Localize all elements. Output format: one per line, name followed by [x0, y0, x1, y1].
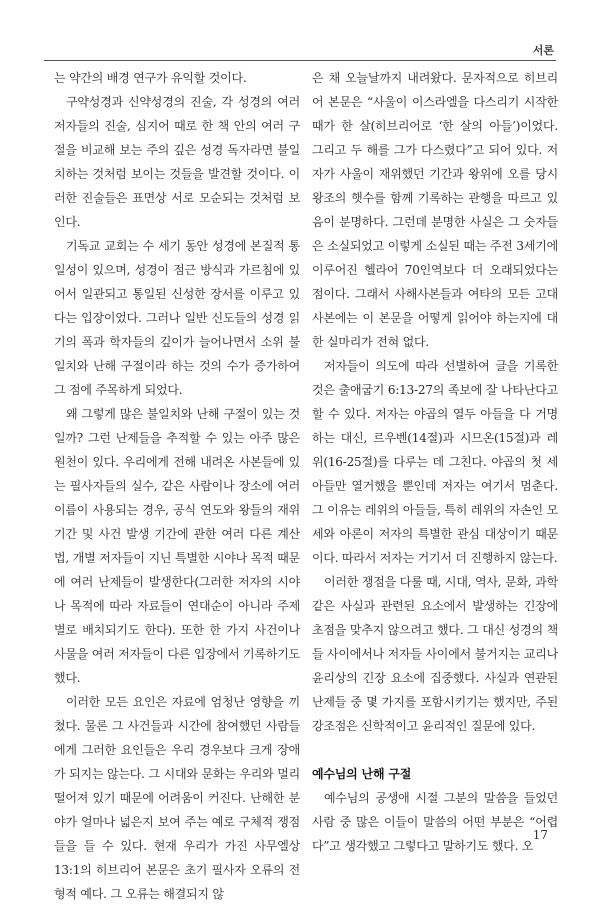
right-column — [312, 66, 558, 858]
paragraph: 구약성경과 신약성경의 진술, 각 성경의 여러 저자들의 진술, 심지어 때로 한 책 안의 여러 구절을 비교해 보는 주의 깊은 성경 독자라면 불일치하는 것처럼 보이는 것들을 발견할 것이다. 이러한 진술들은 표면상 서로 모순되는 것처럼 보인다. — [54, 95, 300, 229]
paragraph: 이러한 모든 요인은 자료에 엄청난 영향을 끼쳤다. 물론 그 사건들과 시간에 참여했던 사람들에게 그러한 요인들은 우리 경우보다 크게 장애가 되지는 않는다. 그 시대와 문화는 우리와 멀리 떨어져 있기 때문에 어려움이 커진다. 난해한 분야가 얼마나 넓은지 보여 주는 예로 구체적 쟁점들을 들 수 있다. 현재 우리가 가진 사무엘상 13:1의 히브리어 본문은 초기 필사자 오류의 전형적 예다. 그 오류는 해결되지 않 — [54, 695, 300, 901]
page-number: 17 — [532, 828, 548, 842]
paragraph: 는 약간의 배경 연구가 유익할 것이다. — [54, 71, 247, 85]
paragraph: 기독교 교회는 수 세기 동안 성경에 본질적 통일성이 있으며, 성경이 점근 방식과 가르침에 있어서 일관되고 통일된 신성한 장서를 이루고 있다는 입장이었다. 그러나 일반 신도들의 성경 읽기의 폭과 학자들의 깊이가 늘어나면서 소위 불일치와 난해 구절이라 하는 것의 수가 증가하여 그 점에 주목하게 되었다. — [54, 239, 300, 397]
paragraph: 왜 그렇게 많은 불일치와 난해 구절이 있는 것일까? 그런 난제들을 추적할 수 있는 아주 많은 원천이 있다. 우리에게 전해 내려온 사본들에 있는 필사자들의 실수, 같은 사람이나 장소에 여러 이름이 사용되는 경우, 공식 연도와 왕들의 재위 기간 및 사건 발생 기간에 관한 여러 다른 계산법, 개별 저자들이 지닌 특별한 시야나 목적 때문에 여러 난제들이 발생한다(그러한 저자의 시야나 목적에 따라 자료들이 연대순이 아니라 주제별로 배치되기도 한다). 또한 한 가지 사건이나 사물을 여러 저자들이 다른 입장에서 기록하기도 했다. — [54, 407, 300, 685]
paragraph: 은 채 오늘날까지 내려왔다. 문자적으로 히브리어 본문은 “사울이 이스라엘을 다스리기 시작한 때가 한 살(히브리어로 ‘한 살의 아들’)이었다. 그리고 두 해를 그가 다스렸다”고 되어 있다. 저자가 사울이 재위했던 기간과 왕위에 오를 당시 왕조의 햇수를 함께 기록하는 관행을 따르고 있음이 분명하다. 그런데 분명한 사실은 그 숫자들은 소실되었고 이렇게 소실된 때는 주전 3세기에 이루어진 헬라어 70인역보다 더 오래되었다는 점이다. 그래서 사해사본들과 여타의 모든 고대 사본에는 이 본문을 어떻게 읽어야 하는지에 대한 실마리가 전혀 없다. — [312, 71, 558, 349]
running-head: 서론 — [532, 44, 554, 57]
paragraph: 예수님의 공생애 시절 그분의 말씀을 들었던 사람 중 많은 이들이 말씀의 어떤 부분은 “어렵다”고 생각했고 그렇다고 말하기도 했다. 오 — [312, 791, 558, 853]
paragraph: 저자들이 의도에 따라 선별하여 글을 기록한 것은 출애굽기 6:13-27의 족보에 잘 나타난다고 할 수 있다. 저자는 야곱의 열두 아들을 다 거명하는 대신, 르우벤(14절)과 시므온(15절)과 레위(16-25절)를 다루는 데 그친다. 야곱의 첫 세 아들만 열거했을 뿐인데 저자는 여기서 멈춘다. 그 이유는 레위의 아들들, 특히 레위의 자손인 모세와 아론이 저자의 특별한 관심 대상이기 때문이다. 따라서 저자는 거기서 더 진행하지 않는다. — [312, 359, 558, 565]
header-rule — [44, 60, 556, 61]
paragraph: 이러한 쟁점을 다룰 때, 시대, 역사, 문화, 과학 같은 사실과 관련된 요소에서 발생하는 긴장에 초점을 맞추지 않으려고 했다. 그 대신 성경의 책들 사이에서나 저자들 사이에서 불거지는 교리나 윤리상의 긴장 요소에 집중했다. 사실과 연관된 난제들 중 몇 가지를 포함시키기는 했지만, 주된 강조점은 신학적이고 윤리적인 질문에 있다. — [312, 575, 558, 733]
section-heading: 예수님의 난해 구절 — [312, 767, 412, 781]
left-column — [54, 66, 300, 906]
